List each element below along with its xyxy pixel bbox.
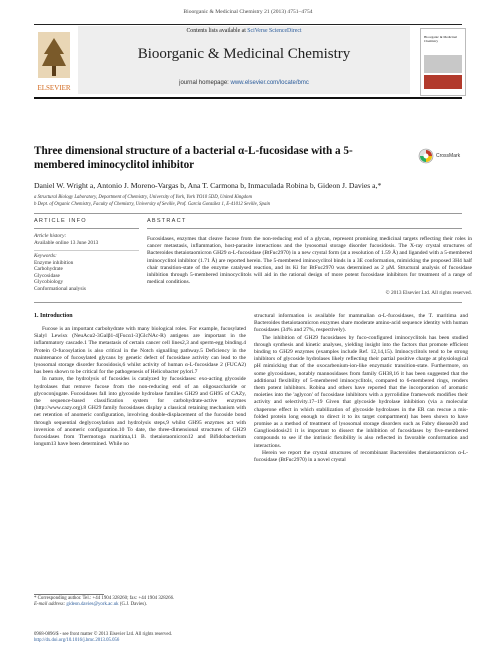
crossmark-icon: [418, 148, 434, 164]
history-label: Article history:: [34, 233, 67, 239]
left-column: [34, 326, 246, 448]
abstract-text: Fucosidases, enzymes that cleave fucose from the non-reducing end of a glycan, represent promising medicinal targets reflecting their roles in cancer metastasis, inflammation, host-parasite interactions and the lysosomal storage disorder fucosidosis. The X-ray crystal structures of Bacteroides thetaiotaomicron GH29 α-L-fucosidase (BtFuc2970) in a new crystal form (at a resolution of 1.59 Å) and liganded with a 5-membered iminocyclitol inhibitor (1.71 Å) are reported herein. The 5-membered iminocyclitol binds in a 3E conformation, mimicking the proposed 3H4 half chair transition-state of the enzyme catalysed reaction, and its Ki for BtFuc2970 was determined as 2 μM. Structural analysis of fucosidase inhibition through 5-membered iminocyclitols will aid in the rational design of more potent fucosidase inhibitors for treatment of a range of medical conditions.: [147, 236, 472, 286]
author-list: Daniel W. Wright a, Antonio J. Moreno-Vargas b, Ana T. Carmona b, Inmaculada Robina b, Gideon J. Davies a,*: [34, 181, 382, 190]
cover-image-band: [424, 55, 462, 73]
keyword-item: Carbohydrate: [34, 266, 63, 273]
body-paragraph: Herein we report the crystal structures of recombinant Bacteroides thetaiotaomicron α-L-fucosidase (BtFuc2970) in a novel crystal: [254, 449, 468, 464]
section-heading: 1. Introduction: [34, 313, 73, 319]
elsevier-logo: [34, 30, 74, 96]
contents-line: [78, 28, 410, 34]
info-inner-rule: [34, 228, 139, 229]
journal-homepage: [78, 80, 410, 86]
affiliation-a: a Structural Biology Laboratory, Department of Chemistry, University of York, York YO10 5DD, United Kingdom: [34, 195, 252, 200]
abstract-copyright: © 2013 Elsevier Ltd. All rights reserved.: [385, 290, 472, 296]
abstract-bottom-rule: [34, 302, 462, 303]
history-value: Available online 13 June 2013: [34, 239, 99, 246]
body-paragraph: Fucose is an important carbohydrate with many biological roles. For example, fucosylated Sialyl Lewisx (NeuAcα2-3Galβ1-4[Fucα1-3]GlcNAc-R) antigens are important in the inflammatory cascade.1 The metastasis of certain cancer cell lines2,3 and sperm-egg binding.4 Protein O-fucosylation is also critical in the Notch signalling pathway.5 Deficiency in the maintenance of fucosylated glycans by genetic defect of fucosidase activity can lead to the lysosomal storage disorder fucosidosis,6 whilst activity of human α-L-fucosidase 2 (FUCA2) has been shown to be critical for the pathogenesis of Helicobacter pylori.7: [34, 326, 246, 376]
body-paragraph: In nature, the hydrolysis of fucosides is catalyzed by fucosidases: exo-acting glycoside hydrolases that remove fucose from the non-reducing end of an oligosaccharide or glycoconjugate. Fucosidases fall into glycoside hydrolase families GH29 and GH95 of CAZy, the sequence-based classification system for carbohydrate-active enzymes (http://www.cazy.org).8 GH29 family fucosidases display a classical retaining mechanism with net retention of anomeric configuration, involving double-displacement of the fucoside bond through sequential deglycosylation and hydrolysis steps,9 whilst GH95 enzymes act with inversion of anomeric configuration.10 To date, the three-dimensional structures of GH29 fucosidases from Thermotoga maritima,11 B. thetaiotaomicron12 and Bifidobacterium longum13 have been determined. While no: [34, 376, 246, 448]
homepage-prefix: journal homepage:: [179, 80, 231, 86]
issn-line: 0968-0896/$ - see front matter © 2013 Elsevier Ltd. All rights reserved.: [34, 632, 173, 637]
header-rule: [34, 24, 462, 25]
keyword-item: Glycosidase: [34, 272, 60, 279]
keyword-item: Enzyme inhibition: [34, 259, 74, 266]
email-line: [34, 602, 246, 608]
cover-title: Bioorganic & Medicinal Chemistry: [424, 35, 458, 43]
journal-reference: Bioorganic & Medicinal Chemistry 21 (2013) 4751–4754: [183, 9, 313, 15]
journal-title: Bioorganic & Medicinal Chemistry: [137, 46, 351, 62]
article-title: Three dimensional structure of a bacterial α-L-fucosidase with a 5-membered iminocyclitol inhibitor: [34, 145, 353, 171]
sciencedirect-link[interactable]: SciVerse ScienceDirect: [247, 28, 302, 34]
keywords-rule: [34, 250, 139, 251]
email-suffix: (G.J. Davies).: [118, 602, 147, 608]
email-label: E-mail address:: [34, 602, 67, 608]
elsevier-wordmark: ELSEVIER: [37, 84, 71, 92]
article-info-heading: ARTICLE INFO: [34, 218, 87, 224]
keywords-label: Keywords:: [34, 253, 57, 259]
body-paragraph: The inhibition of GH29 fucosidases by fuco-configured iminocyclitols has been studied through synthesis and kinetic analyses, yielding insight into the factors that promote efficient binding to GH29 enzymes (examples include Ref. 12,14,15). Iminocyclitols tend to be strong inhibitors of glycoside hydrolases likely reflecting their partial positive charge at physiological pH mimicking that of the oxocarbenium-ion-like enzymatic transition-state. Furthermore, on some glycosidases, notably mannosidases from family GH38,16 it has been suggested that the additional flexibility of 5-membered iminocyclitols, compared to 6-membered rings, renders them potent inhibitors. Robina and others have reported that the incorporation of aromatic moieties into the 'aglycon' of fucosidase inhibitors with a pyrrolidine framework modifies their activity and selectivity.17–19 Given that glycoside hydrolase inhibition (via a molecular chaperone effect in which stabilization of glycoside hydrolases in the ER can rescue a mis-folded protein long enough to direct it to its target compartment) has been shown to have promise as a method of treatment of lysosomal storage disorders such as Fabry disease20 and Gangliosidosis21 it is important to dissect the inhibition of fucosidases by five-membered compounds to see if the intrinsic flexibility is also reflected in favorable conformation and interactions.: [254, 334, 468, 449]
crossmark-badge[interactable]: [418, 146, 468, 166]
footnote: [34, 596, 246, 608]
crossmark-label: CrossMark: [436, 153, 461, 159]
abstract-heading: ABSTRACT: [147, 218, 187, 224]
keyword-item: Conformational analysis: [34, 285, 86, 292]
homepage-link[interactable]: www.elsevier.com/locate/bmc: [230, 80, 309, 86]
doi-link[interactable]: http://dx.doi.org/10.1016/j.bmc.2013.05.056: [34, 638, 120, 643]
footnote-rule: [34, 594, 104, 595]
abstract-inner-rule: [147, 228, 462, 229]
right-column: [254, 313, 468, 464]
cover-color-band: [424, 75, 462, 89]
keywords-block: [34, 253, 139, 293]
contents-prefix: Contents lists available at: [186, 28, 248, 34]
corresponding-author: * Corresponding author. Tel.: +44 1904 328260; fax: +44 1904 328266.: [34, 596, 175, 601]
body-paragraph: structural information is available for mammalian α-L-fucosidases, the T. maritima and Bacteroides thetaiotaomicron enzymes share moderate amino-acid sequence identity with human fucosidases (34% and 27%, respectively).: [254, 313, 468, 334]
article-history: [34, 233, 139, 246]
keyword-item: Glycobiology: [34, 279, 64, 286]
journal-cover-thumbnail: [420, 28, 466, 96]
masthead-rule: [34, 97, 462, 99]
info-top-rule: [34, 213, 462, 214]
email-link[interactable]: gideon.davies@york.ac.uk: [66, 602, 119, 608]
front-matter: [34, 632, 334, 644]
affiliation-b: b Dept. of Organic Chemistry, Faculty of Chemistry, University of Seville, Prof. García González 1, E-41012 Seville, Spain: [34, 202, 271, 207]
